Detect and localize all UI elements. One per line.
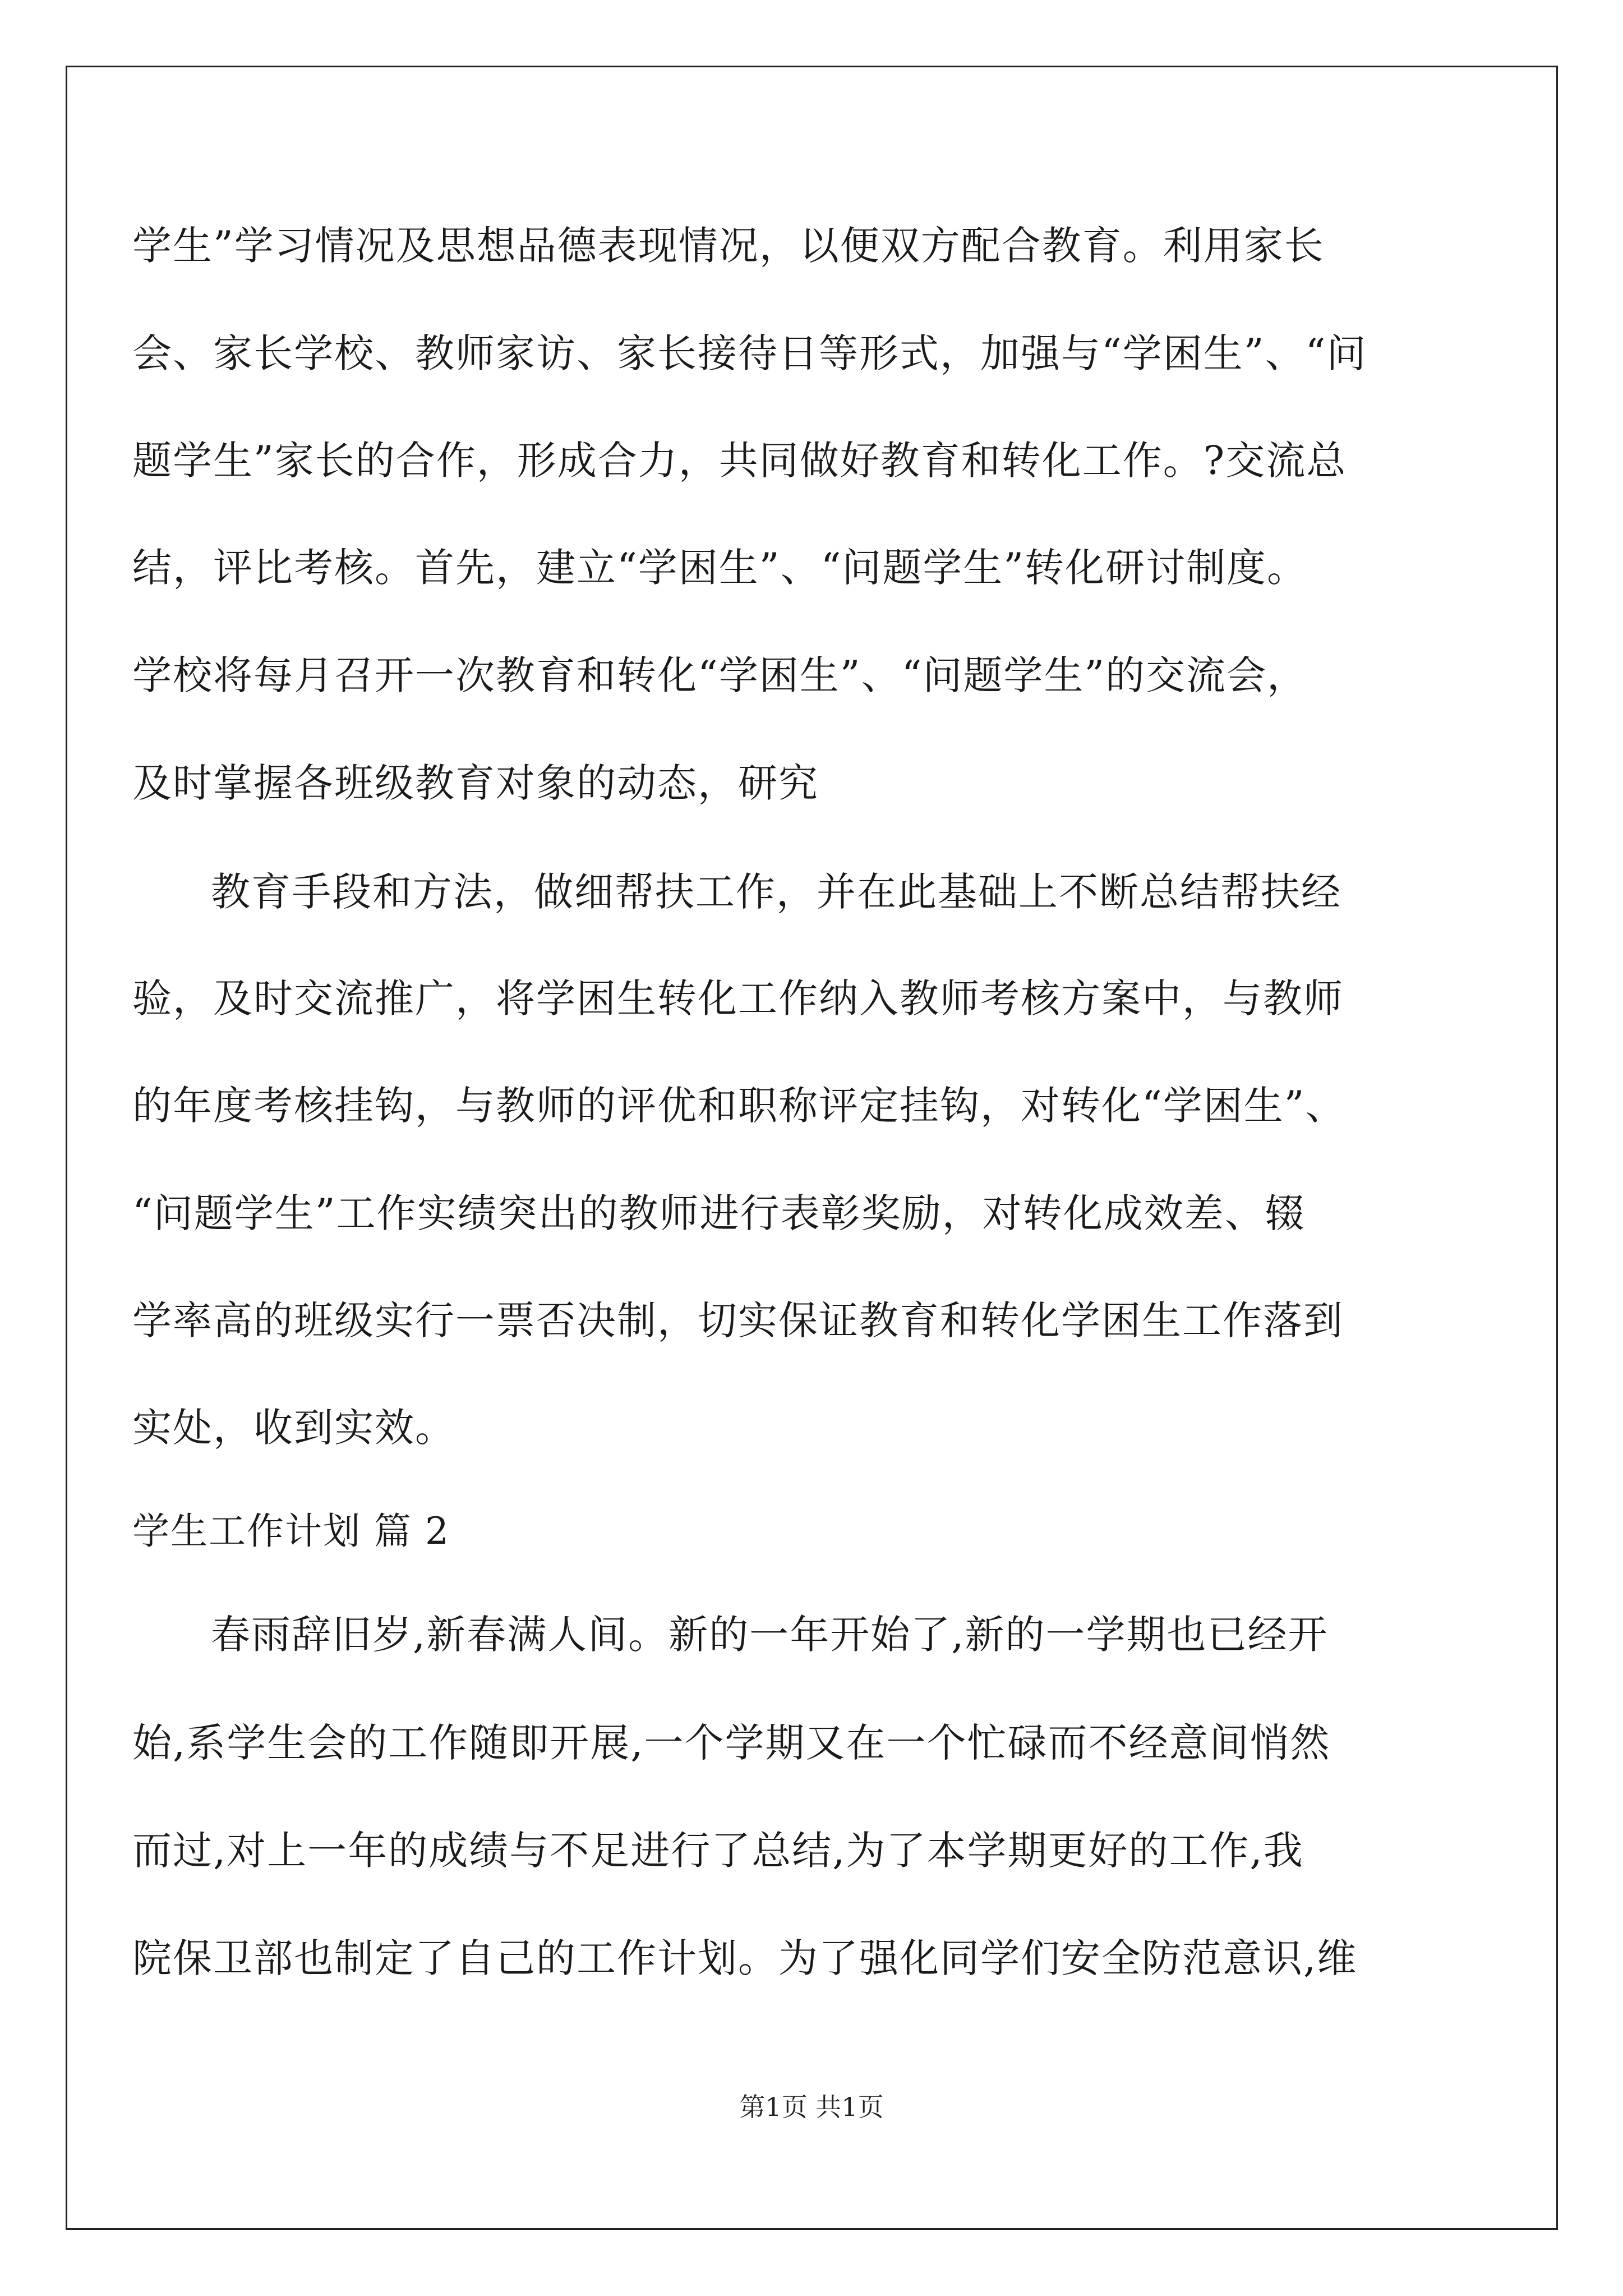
paragraph-2-line-2: 验，及时交流推广，将学困生转化工作纳入教师考核方案中，与教师 [132,976,1344,1022]
paragraph-1-line-3: 题学生”家长的合作，形成合力，共同做好教育和转化工作。?交流总 [132,438,1347,484]
section-heading: 学生工作计划 篇 2 [132,1510,450,1553]
page-number-label: 第1页 共1页 [739,2092,884,2122]
page-footer [0,2090,1623,2124]
paragraph-2-line-6: 实处，收到实效。 [132,1405,455,1451]
paragraph-1-line-6: 及时掌握各班级教育对象的动态，研究 [132,760,819,806]
paragraph-2-line-5: 学率高的班级实行一票否决制，切实保证教育和转化学困生工作落到 [132,1297,1344,1343]
paragraph-3-line-4: 院保卫部也制定了自己的工作计划。为了强化同学们安全防范意识,维 [132,1935,1358,1981]
paragraph-3-line-3: 而过,对上一年的成绩与不足进行了总结,为了本学期更好的工作,我 [132,1828,1304,1874]
paragraph-2-line-1: 教育手段和方法，做细帮扶工作，并在此基础上不断总结帮扶经 [211,869,1341,915]
paragraph-3-line-1: 春雨辞旧岁,新春满人间。新的一年开始了,新的一学期也已经开 [211,1612,1329,1658]
paragraph-2-line-3: 的年度考核挂钩，与教师的评优和职称评定挂钩，对转化“学困生”、 [132,1083,1346,1129]
paragraph-2-line-4: “问题学生”工作实绩突出的教师进行表彰奖励，对转化成效差、辍 [132,1190,1306,1236]
paragraph-1-line-2: 会、家长学校、教师家访、家长接待日等形式，加强与“学困生”、“问 [132,330,1367,376]
page-border [66,66,1558,2230]
paragraph-3-line-2: 始,系学生会的工作随即开展,一个学期又在一个忙碌而不经意间悄然 [132,1720,1331,1766]
paragraph-1-line-1: 学生”学习情况及思想品德表现情况，以便双方配合教育。利用家长 [132,223,1325,269]
paragraph-1-line-4: 结，评比考核。首先，建立“学困生”、“问题学生”转化研讨制度。 [132,545,1308,591]
paragraph-1-line-5: 学校将每月召开一次教育和转化“学困生”、“问题学生”的交流会， [132,652,1308,698]
